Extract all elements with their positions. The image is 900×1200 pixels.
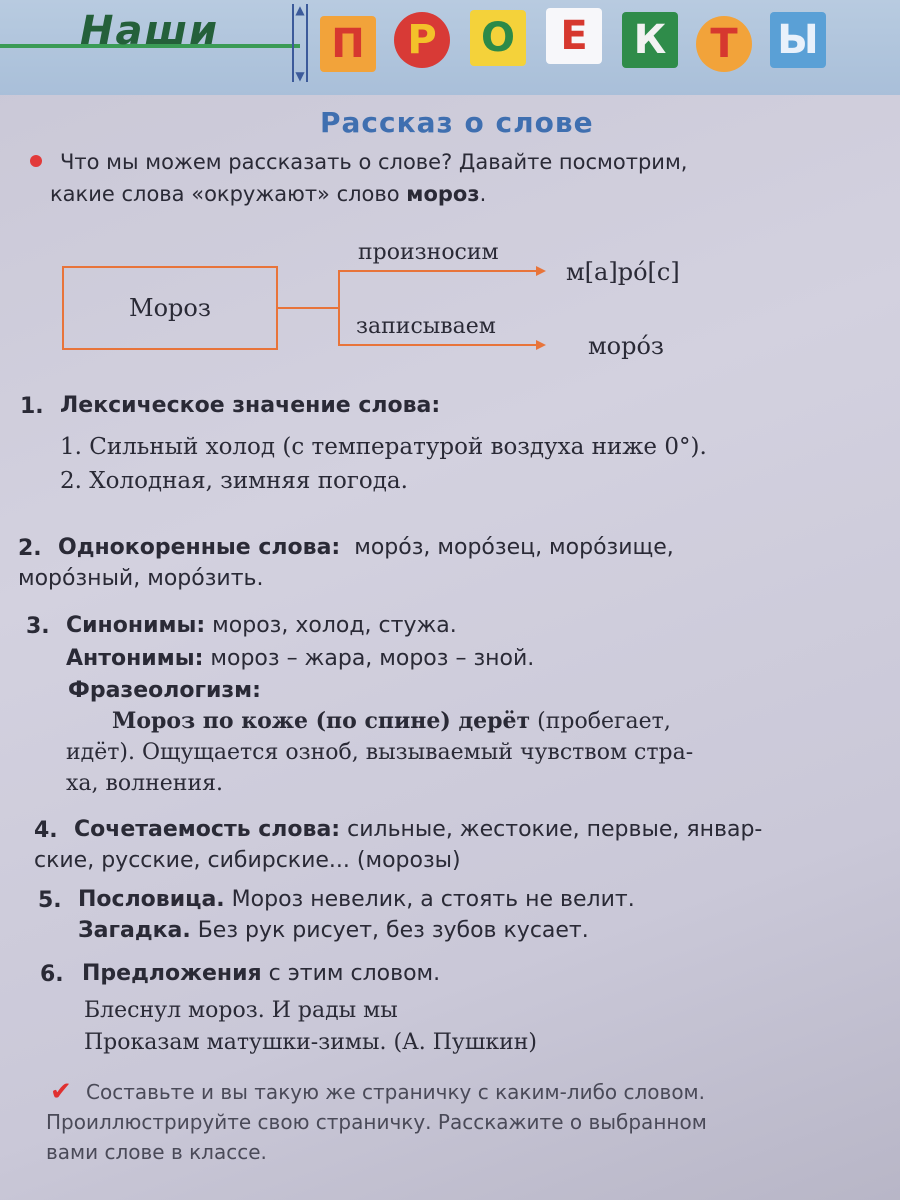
poem-line-1: Блеснул мороз. И рады мы [84,998,398,1023]
antonyms-line [66,646,534,671]
sentences-title-rest: с этим словом. [268,961,441,986]
letter-block: П [320,16,376,72]
phraseologism-variant: (пробегает, [537,709,671,734]
letter-block: К [622,12,678,68]
synonyms-label: Синонимы: [66,613,206,638]
riddle-value: Без рук рисует, без зубов кусает. [197,918,589,943]
collocation-line-2: ские, русские, сибирские... (морозы) [34,848,461,873]
phraseologism-line-2: идёт). Ощущается озноб, вызываемый чувством стра- [66,740,694,765]
item-number: 3. [26,614,50,639]
intro-line-1: Что мы можем рассказать о слове? Давайте посмотрим, [60,150,688,174]
item-number: 5. [38,888,62,913]
section-title: Рассказ о слове [320,106,594,139]
pronounce-value: м[а]ро́[с] [566,258,680,286]
letter-block: Т [696,16,752,72]
item-number: 4. [34,818,58,843]
cognates-line-2: моро́зный, моро́зить. [18,566,264,591]
collocation-value: сильные, жестокие, первые, январ- [347,817,763,842]
proverb-label: Пословица. [78,887,225,912]
word-box-label: Мороз [129,294,211,322]
item-number: 2. [18,536,42,561]
phraseologism-label: Фразеологизм: [68,678,261,703]
meaning-1: 1. Сильный холод (с температурой воздуха ниже 0°). [60,434,707,460]
checkmark-icon: ✔ [50,1077,72,1107]
ruler-icon: ▲ ▼ [292,4,308,82]
collocation-title: Сочетаемость слова: [74,817,341,842]
letter-block: Ы [770,12,826,68]
sentences-line [82,961,440,986]
cognates-title: Однокоренные слова: [58,535,341,560]
arrow-head-icon [536,266,546,276]
intro-text: какие слова «окружают» слово [50,182,407,206]
item-number: 1. [20,394,44,419]
task-line-2: Проиллюстрируйте свою страничку. Расскажите о выбранном [46,1110,707,1134]
diagram-connector-vertical [338,270,340,346]
proverb-value: Мороз невелик, а стоять не велит. [231,887,635,912]
diagram-arrow-bottom [338,344,538,346]
collocation-line-1 [74,817,762,842]
write-label: записываем [356,314,496,339]
poem-line-2: Проказам матушки-зимы. (А. Пушкин) [84,1030,537,1055]
riddle-line [78,918,589,943]
pronounce-label: произносим [358,240,499,265]
sentences-title: Предложения [82,961,262,986]
phraseologism-line-3: ха, волнения. [66,771,223,796]
cognates-line-1 [58,535,674,560]
phraseologism-line-1 [112,708,671,734]
intro-line-2 [50,182,486,206]
antonyms-label: Антонимы: [66,646,204,671]
task-line-3: вами слове в классе. [46,1140,267,1164]
letter-block: Е [546,8,602,64]
intro-period: . [479,182,487,206]
header-title: Наши [80,8,219,54]
antonyms-value: мороз – жара, мороз – зной. [210,646,535,671]
letter-block: Р [394,12,450,68]
item-number: 6. [40,962,64,987]
diagram-connector [278,307,340,309]
header-banner [0,0,900,95]
diagram-arrow-top [338,270,538,272]
synonyms-line [66,613,457,638]
intro-keyword: мороз [406,182,480,206]
lexical-meaning-title: Лексическое значение слова: [60,393,441,418]
proverb-line [78,887,635,912]
write-value: моро́з [588,332,665,360]
synonyms-value: мороз, холод, стужа. [212,613,457,638]
phraseologism-phrase: Мороз по коже (по спине) дерёт [112,708,531,734]
letter-block: О [470,10,526,66]
cognates-words: моро́з, моро́зец, моро́зище, [354,535,674,560]
bullet-icon [30,155,42,167]
meaning-2: 2. Холодная, зимняя погода. [60,468,408,494]
riddle-label: Загадка. [78,918,191,943]
word-box [62,266,278,350]
arrow-head-icon [536,340,546,350]
task-line-1: Составьте и вы такую же страничку с каким-либо словом. [86,1080,706,1104]
